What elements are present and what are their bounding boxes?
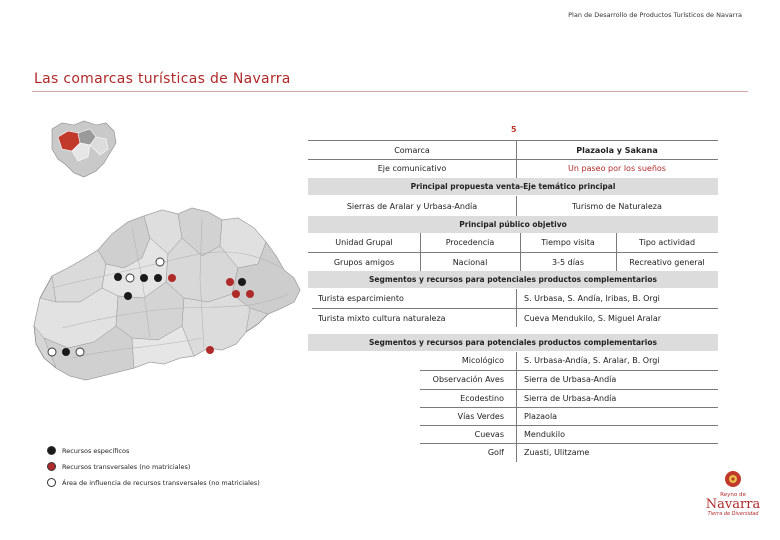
comarca-label: Comarca: [394, 145, 430, 155]
legend-item-especificos: [47, 446, 129, 455]
table-divider: [420, 233, 421, 271]
legend-label: Recursos específicos: [62, 446, 130, 455]
table-divider: [516, 289, 517, 327]
recurso-type: Vías Verdes: [457, 412, 504, 421]
legend-item-area-influencia: [47, 478, 260, 487]
legend-red-dot-icon: [47, 462, 56, 471]
publico-tiempo: 3-5 días: [552, 257, 584, 267]
recurso-value: Sierra de Urbasa-Andía: [524, 375, 617, 384]
logo-tagline: Tierra de Diversidad: [707, 511, 759, 517]
publico-header-tipo: Tipo actividad: [638, 238, 696, 247]
recurso-type: Micológico: [461, 356, 504, 365]
propuesta-band: Principal propuesta venta-Eje temático principal: [308, 178, 718, 195]
page-title: Las comarcas turísticas de Navarra: [34, 71, 291, 87]
comarca-map: [32, 198, 304, 398]
legend-black-dot-icon: [47, 446, 56, 455]
recurso-value: Zuasti, Ulitzame: [524, 448, 590, 457]
segment-name: Turista esparcimiento: [318, 293, 404, 303]
coat-of-arms-icon: [724, 470, 742, 488]
legend-label: Área de influencia de recursos transversales (no matriciales): [62, 478, 260, 487]
propuesta-right: Turismo de Naturaleza: [572, 201, 662, 211]
recurso-type: Ecodestino: [460, 394, 504, 403]
document-header: Plan de Desarrollo de Productos Turísticos de Navarra: [568, 11, 742, 19]
publico-header-tiempo: Tiempo visita: [541, 238, 595, 247]
publico-tipo: Recreativo general: [629, 257, 705, 267]
table-divider: [516, 196, 517, 216]
recursos-band: Segmentos y recursos para potenciales productos complementarios: [308, 334, 718, 351]
locator-map: [44, 119, 120, 181]
recurso-value: Sierra de Urbasa-Andía: [524, 394, 617, 403]
publico-band: Principal público objetivo: [308, 216, 718, 233]
publico-header-procedencia: Procedencia: [445, 238, 495, 247]
recurso-type: Golf: [487, 448, 504, 457]
recurso-value: Mendukilo: [524, 430, 566, 439]
propuesta-left: Sierras de Aralar y Urbasa-Andía: [346, 201, 478, 211]
legend-item-transversales: [47, 462, 190, 471]
segment-resources: Cueva Mendukilo, S. Miguel Aralar: [524, 313, 662, 323]
segmentos-band: Segmentos y recursos para potenciales productos complementarios: [308, 271, 718, 288]
segment-resources: S. Urbasa, S. Andía, Iribas, B. Orgi: [524, 293, 660, 303]
logo-name: Navarra: [705, 497, 761, 512]
navarra-logo: [703, 470, 763, 517]
title-divider: [32, 91, 748, 92]
legend-label: Recursos transversales (no matriciales): [62, 462, 191, 471]
logo-top: Reyno de: [720, 492, 746, 498]
publico-unidad: Grupos amigos: [333, 257, 395, 267]
recurso-type: Observación Aves: [432, 375, 504, 384]
publico-header-unidad: Unidad Grupal: [335, 238, 393, 247]
section-number: 5: [511, 125, 517, 134]
publico-procedencia: Nacional: [452, 257, 488, 267]
table-divider: [516, 140, 517, 178]
recurso-type: Cuevas: [474, 430, 504, 439]
eje-label: Eje comunicativo: [377, 164, 447, 173]
table-divider: [616, 233, 617, 271]
segment-name: Turista mixto cultura naturaleza: [318, 313, 446, 323]
legend-white-dot-icon: [47, 478, 56, 487]
comarca-value: Plazaola y Sakana: [576, 145, 658, 155]
table-divider: [516, 352, 517, 462]
recurso-value: S. Urbasa-Andía, S. Aralar, B. Orgi: [524, 356, 660, 365]
recurso-value: Plazaola: [524, 412, 558, 421]
table-divider: [520, 233, 521, 271]
eje-value: Un paseo por los sueños: [568, 164, 666, 173]
